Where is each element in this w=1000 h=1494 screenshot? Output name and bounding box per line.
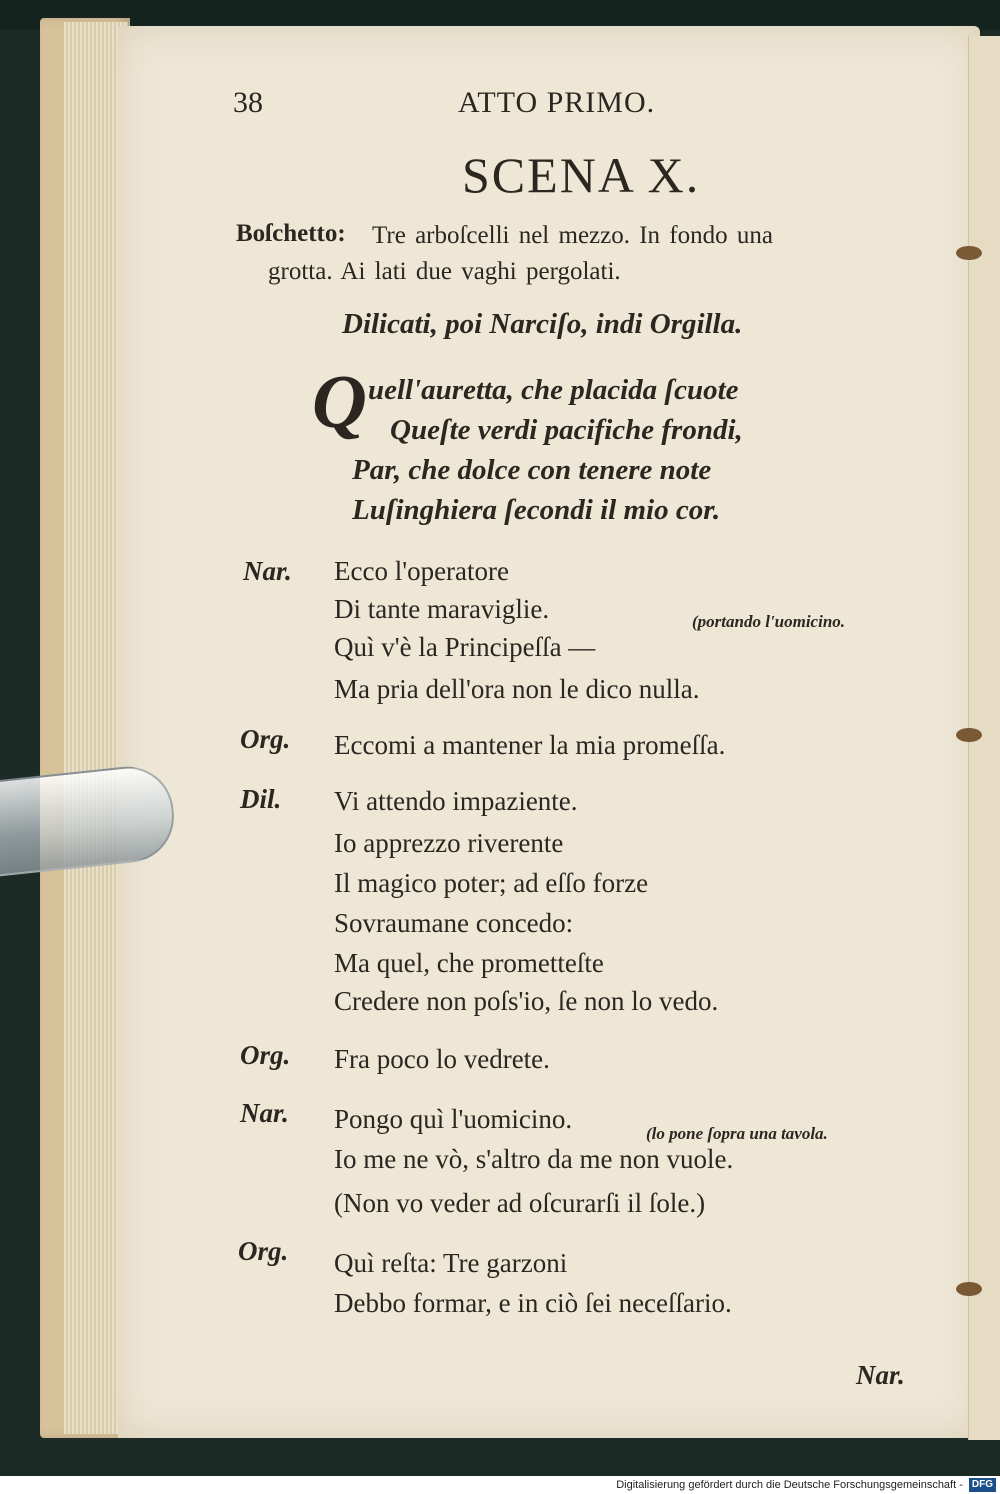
- dialogue-line: Vi attendo impaziente.: [334, 786, 578, 816]
- dialogue-line: Il magico poter; ad eſſo forze: [334, 868, 649, 898]
- speaker-label: Org.: [240, 1040, 291, 1070]
- dialogue-line: Ma pria dell'ora non le dico nulla.: [334, 674, 700, 704]
- setting-label: Boſchetto:: [236, 220, 346, 247]
- scene-title: SCENA X.: [462, 147, 701, 203]
- drop-cap: Q: [312, 360, 367, 444]
- aria-line-1: uell'auretta, che placida ſcuote: [368, 374, 739, 406]
- running-title: ATTO PRIMO.: [458, 86, 656, 119]
- binding-stitch: [956, 1282, 982, 1296]
- catchword: Nar.: [856, 1360, 905, 1390]
- page-number: 38: [233, 86, 263, 119]
- scene-characters: Dilicati, poi Narciſo, indi Orgilla.: [342, 308, 743, 340]
- speaker-label: Nar.: [240, 1098, 289, 1128]
- dialogue-line: Sovraumane concedo:: [334, 908, 574, 938]
- dialogue-line: Di tante maraviglie.: [334, 594, 550, 624]
- speaker-label: Nar.: [243, 556, 292, 586]
- stage-direction: (lo pone ſopra una tavola.: [646, 1124, 828, 1143]
- footer-credit: Digitalisierung gefördert durch die Deutsche Forschungsgemeinschaft -: [616, 1479, 963, 1491]
- dialogue-line: Quì v'è la Principeſſa —: [334, 632, 596, 662]
- dialogue-line: Credere non poſs'io, ſe non lo vedo.: [334, 986, 719, 1016]
- setting-line-1: Tre arboſcelli nel mezzo. In fondo una: [372, 222, 773, 249]
- binding-stitch: [956, 246, 982, 260]
- dfg-logo: DFG: [969, 1478, 996, 1492]
- dialogue-line: Eccomi a mantener la mia promeſſa.: [334, 730, 726, 760]
- dialogue-line: Ecco l'operatore: [334, 556, 510, 586]
- dialogue-line: Io apprezzo riverente: [334, 828, 564, 858]
- aria-line-3: Par, che dolce con tenere note: [352, 454, 712, 486]
- dialogue-line: Fra poco lo vedrete.: [334, 1044, 550, 1074]
- dialogue-line: Pongo quì l'uomicino.: [334, 1104, 573, 1134]
- setting-line-2: grotta. Ai lati due vaghi pergolati.: [268, 258, 621, 285]
- speaker-label: Dil.: [240, 784, 282, 814]
- footer-bar: [0, 1476, 1000, 1494]
- speaker-label: Org.: [238, 1236, 289, 1266]
- dialogue-line: Ma quel, che prometteſte: [334, 948, 604, 978]
- aria-line-2: Queſte verdi pacifiche frondi,: [390, 414, 743, 446]
- scan-background-bottom: [0, 1440, 1000, 1476]
- dialogue-line: Io me ne vò, s'altro da me non vuole.: [334, 1144, 734, 1174]
- binding-stitch: [956, 728, 982, 742]
- aria-line-4: Luſinghiera ſecondi il mio cor.: [352, 494, 721, 526]
- stage-direction: (portando l'uomicino.: [692, 612, 846, 631]
- speaker-label: Org.: [240, 724, 291, 754]
- dialogue-line: (Non vo veder ad oſcurarſi il ſole.): [334, 1188, 706, 1218]
- dialogue-line: Quì reſta: Tre garzoni: [334, 1248, 568, 1278]
- dialogue-line: Debbo formar, e in ciò ſei neceſſario.: [334, 1288, 732, 1318]
